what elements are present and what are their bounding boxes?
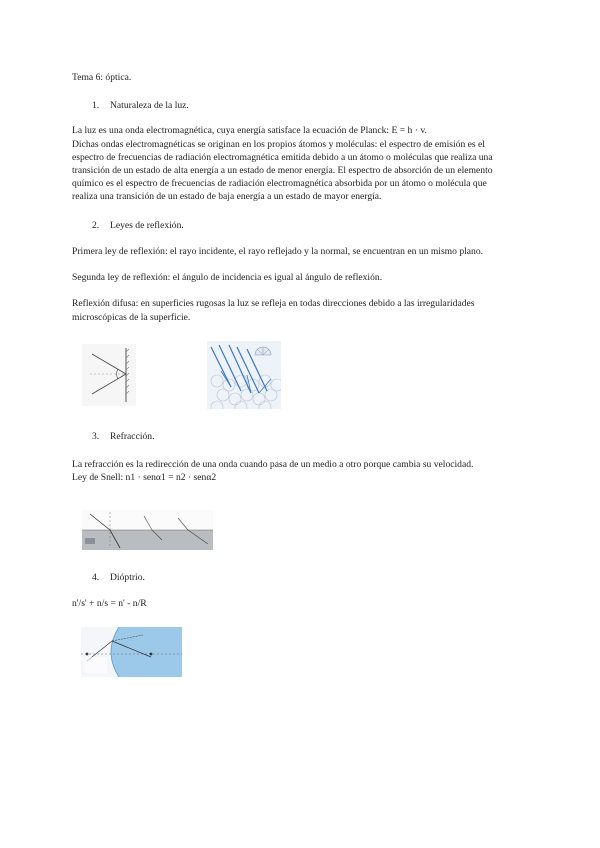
section-1-line: transición de un estado de alta energía a un estado de menor energía. El espectro de absorción de un elemento bbox=[72, 165, 493, 176]
refraction-figure bbox=[82, 510, 213, 550]
section-1-number: 1. bbox=[92, 100, 100, 111]
snell-law: Ley de Snell: n1 · senα1 = n2 · senα2 bbox=[72, 472, 217, 483]
section-1-heading: Naturaleza de la luz. bbox=[110, 100, 189, 111]
dioptric-figure bbox=[81, 627, 182, 677]
diffuse-reflection-line: microscópicas de la superficie. bbox=[72, 312, 191, 323]
diffuse-reflection-figure bbox=[207, 341, 281, 409]
section-3-heading: Refracción. bbox=[110, 431, 155, 442]
section-1-line: químico es el espectro de frecuencias de radiación electromagnética absorbida por un átomo o molécula que bbox=[72, 178, 487, 189]
section-3-number: 3. bbox=[92, 431, 100, 442]
section-1-line: espectro de frecuencias de radiación electromagnética emitida debido a un átomo o moléculas que realiza una bbox=[72, 152, 493, 163]
section-4-number: 4. bbox=[92, 572, 100, 583]
diffuse-reflection-line: Reflexión difusa: en superficies rugosas la luz se refleja en todas direcciones debido a las irregularidades bbox=[72, 298, 475, 309]
specular-reflection-figure bbox=[82, 344, 136, 406]
section-1-line: realiza una transición de un estado de baja energía a un estado de mayor energía. bbox=[72, 191, 382, 202]
section-4-heading: Dióptrio. bbox=[110, 572, 145, 583]
section-1-line: Dichas ondas electromagnéticas se originan en los propios átomos y moléculas: el espectro de emisión es el bbox=[72, 139, 485, 150]
section-2-number: 2. bbox=[92, 220, 100, 231]
dioptric-formula: n'/s' + n/s = n' - n/R bbox=[72, 598, 147, 609]
section-1-line: La luz es una onda electromagnética, cuya energía satisface la ecuación de Planck: E = h · v. bbox=[72, 125, 427, 136]
second-law-text: Segunda ley de reflexión: el ángulo de incidencia es igual al ángulo de reflexión. bbox=[72, 272, 383, 283]
document-title: Tema 6: óptica. bbox=[72, 72, 132, 83]
refraction-definition: La refracción es la redirección de una onda cuando pasa de un medio a otro porque cambia su velocidad. bbox=[72, 459, 474, 470]
first-law-text: Primera ley de reflexión: el rayo incidente, el rayo reflejado y la normal, se encuentran en un mismo plano. bbox=[72, 246, 484, 257]
section-2-heading: Leyes de reflexión. bbox=[110, 220, 184, 231]
